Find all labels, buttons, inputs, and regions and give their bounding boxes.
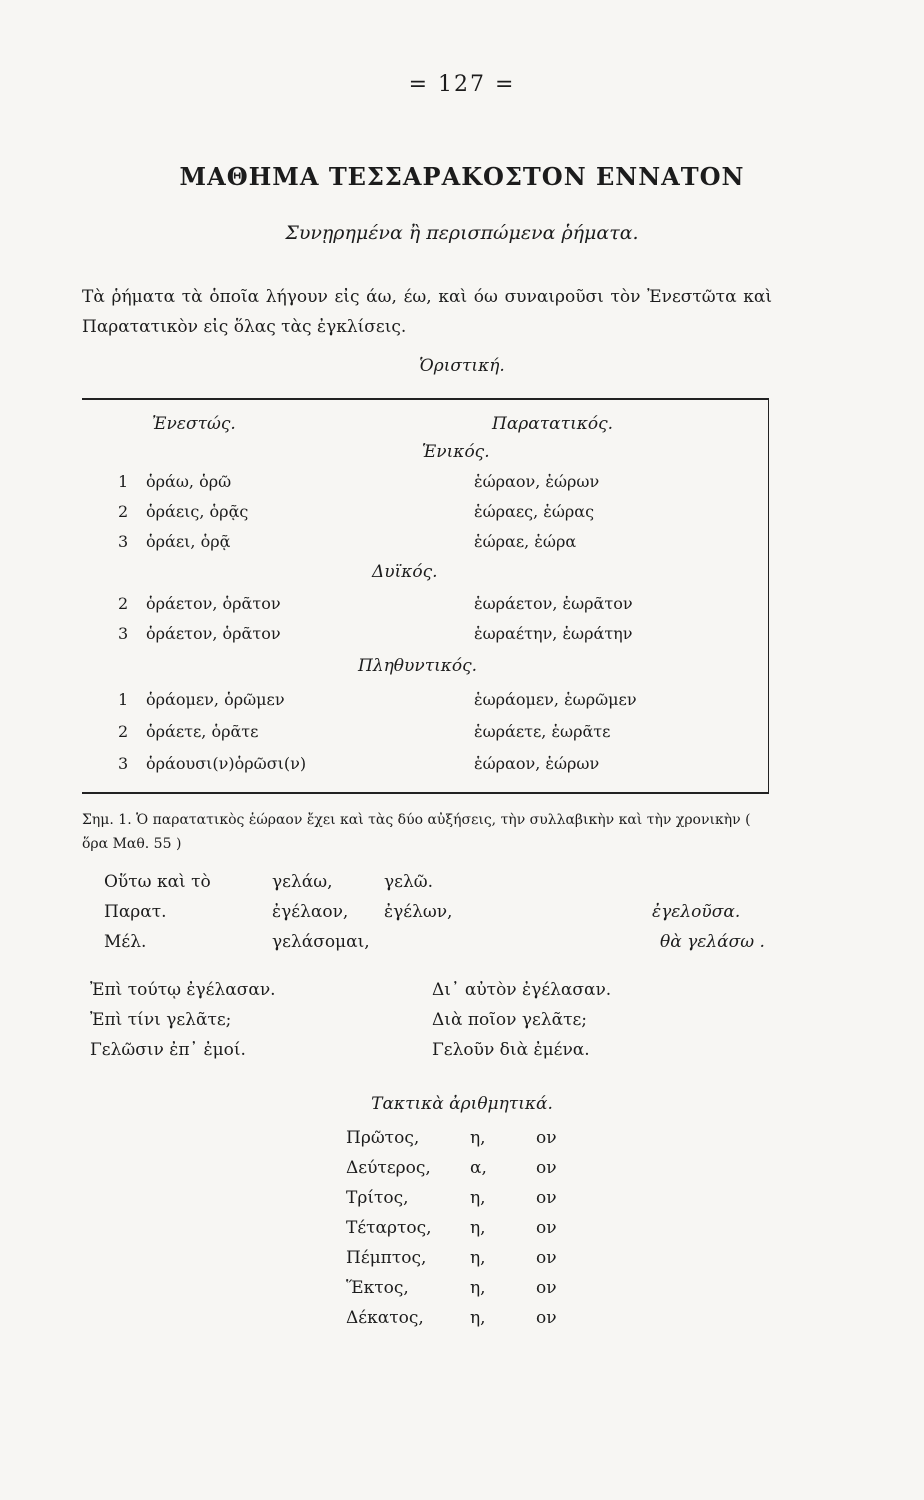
group-label-plural: Πληθυντικός. [358, 656, 478, 676]
ordinal-neuter: ον [536, 1308, 557, 1328]
present-form: ὁράεις, ὁρᾷς [146, 502, 249, 521]
ordinal-feminine: η, [470, 1308, 486, 1328]
sentence-modern: Γελοῦν διὰ ἐμένα. [432, 1040, 590, 1060]
group-label-singular: Ἑνικός. [422, 442, 490, 462]
imperfect-form: ἑώραον, ἑώρων [474, 754, 600, 773]
present-form: ὁράετον, ὁρᾶτον [146, 624, 281, 643]
ordinal-neuter: ον [536, 1278, 557, 1298]
ordinal-word: Τέταρτος, [346, 1218, 432, 1238]
row-number: 3 [118, 532, 129, 551]
sentence-ancient: Γελῶσιν ἐπ᾽ ἐμοί. [90, 1040, 246, 1060]
example-form: ἐγέλων, [384, 902, 453, 922]
row-number: 2 [118, 594, 129, 613]
ordinal-word: Ἕκτος, [346, 1278, 409, 1298]
row-number: 2 [118, 722, 129, 741]
imperfect-form: ἑώραε, ἑώρα [474, 532, 577, 551]
ordinals-heading: Τακτικὰ ἀριθμητικά. [371, 1094, 553, 1114]
example-translation: θὰ γελάσω . [660, 932, 765, 952]
sentence-modern: Διὰ ποῖον γελᾶτε; [432, 1010, 588, 1030]
example-form: γελῶ. [384, 872, 434, 892]
ordinal-feminine: η, [470, 1278, 486, 1298]
present-form: ὁράει, ὁρᾷ [146, 532, 231, 551]
example-form: ἐγέλαον, [272, 902, 349, 922]
imperfect-form: ἑωράομεν, ἑωρῶμεν [474, 690, 637, 709]
conjugation-table [82, 398, 769, 794]
row-number: 3 [118, 624, 129, 643]
ordinal-neuter: ον [536, 1158, 557, 1178]
footnote: Σημ. 1. Ὁ παρατατικὸς ἑώραον ἔχει καὶ τὰς δύο αὐξήσεις, τὴν συλλαβικὴν καὶ τὴν χρονικὴν ( ὅρα Μαθ. 55 ) [82, 812, 751, 852]
ordinal-neuter: ον [536, 1218, 557, 1238]
example-form: γελάσομαι, [272, 932, 370, 952]
page-number: = 127 = [408, 72, 516, 97]
ordinal-feminine: η, [470, 1128, 486, 1148]
row-number: 1 [118, 690, 129, 709]
ordinal-word: Δέκατος, [346, 1308, 424, 1328]
present-form: ὁράουσι(ν)ὁρῶσι(ν) [146, 754, 307, 773]
ordinal-feminine: α, [470, 1158, 487, 1178]
example-label: Μέλ. [104, 932, 147, 952]
present-form: ὁράω, ὁρῶ [146, 472, 232, 491]
example-translation: ἐγελοῦσα. [652, 902, 741, 922]
ordinal-feminine: η, [470, 1248, 486, 1268]
lesson-title: ΜΑΘΗΜΑ ΤΕΣΣΑΡΑΚΟΣΤΟΝ ΕΝΝΑΤΟΝ [179, 162, 745, 191]
present-form: ὁράετον, ὁρᾶτον [146, 594, 281, 613]
present-form: ὁράετε, ὁρᾶτε [146, 722, 259, 741]
ordinal-neuter: ον [536, 1128, 557, 1148]
ordinal-word: Πρῶτος, [346, 1128, 420, 1148]
mood-heading: Ὁριστική. [419, 356, 505, 376]
row-number: 1 [118, 472, 129, 491]
sentence-modern: Δι᾽ αὐτὸν ἐγέλασαν. [432, 980, 612, 1000]
example-form: γελάω, [272, 872, 333, 892]
sentence-ancient: Ἐπὶ τούτῳ ἐγέλασαν. [90, 980, 276, 1000]
ordinal-feminine: η, [470, 1188, 486, 1208]
example-label: Παρατ. [104, 902, 167, 922]
ordinal-neuter: ον [536, 1188, 557, 1208]
column-header-imperfect: Παρατατικός. [492, 414, 614, 434]
imperfect-form: ἑωραέτην, ἑωράτην [474, 624, 633, 643]
group-label-dual: Δυϊκός. [372, 562, 438, 582]
sentence-ancient: Ἐπὶ τίνι γελᾶτε; [90, 1010, 232, 1030]
ordinal-word: Δεύτερος, [346, 1158, 431, 1178]
row-number: 2 [118, 502, 129, 521]
ordinal-word: Τρίτος, [346, 1188, 409, 1208]
row-number: 3 [118, 754, 129, 773]
ordinal-word: Πέμπτος, [346, 1248, 427, 1268]
imperfect-form: ἑωράετε, ἑωρᾶτε [474, 722, 611, 741]
imperfect-form: ἑώραες, ἑώρας [474, 502, 595, 521]
column-header-present: Ἐνεστώς. [152, 414, 236, 434]
example-label: Οὕτω καὶ τὸ [104, 872, 211, 892]
imperfect-form: ἑώραον, ἑώρων [474, 472, 600, 491]
present-form: ὁράομεν, ὁρῶμεν [146, 690, 285, 709]
ordinal-feminine: η, [470, 1218, 486, 1238]
imperfect-form: ἑωράετον, ἑωρᾶτον [474, 594, 633, 613]
ordinal-neuter: ον [536, 1248, 557, 1268]
intro-paragraph: Τὰ ῥήματα τὰ ὁποῖα λήγουν εἰς άω, έω, καὶ όω συναιροῦσι τὸν Ἐνεστῶτα καὶ Παρατατικὸν εἰς ὅλας τὰς ἐγκλίσεις. [82, 287, 772, 337]
lesson-subtitle: Συνῃρημένα ἢ περισπώμενα ῥήματα. [285, 222, 639, 244]
